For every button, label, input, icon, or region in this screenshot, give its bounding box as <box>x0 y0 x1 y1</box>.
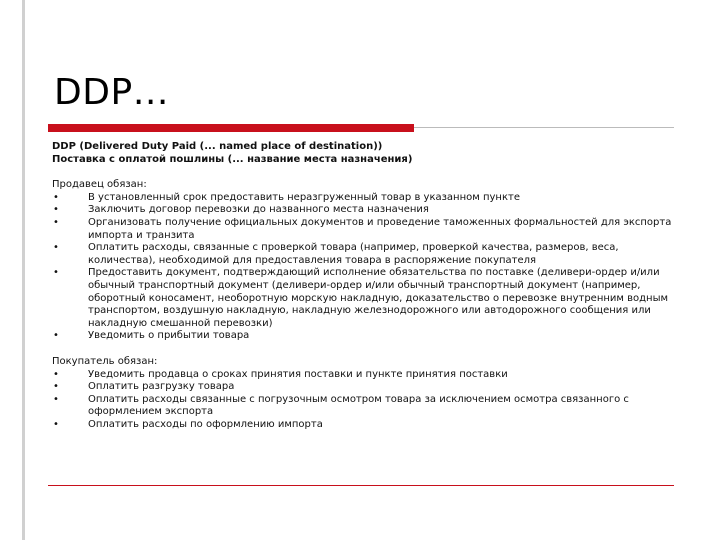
seller-section-label: Продавец обязан: <box>52 179 147 191</box>
list-item: • Оплатить расходы по оформлению импорта <box>53 418 323 430</box>
term-heading-en: DDP (Delivered Duty Paid (... named place of destination)) <box>52 141 383 152</box>
bullet-icon: • <box>53 381 59 393</box>
list-item: • Заключить договор перевозки до названного места назначения <box>53 204 429 216</box>
title-divider-red-bar <box>48 124 414 132</box>
list-item: • В установленный срок предоставить неразгруженный товар в указанном пункте <box>53 191 520 203</box>
bullet-icon: • <box>53 330 59 342</box>
bullet-icon: • <box>53 191 59 203</box>
list-item: • Предоставить документ, подтверждающий исполнение обязательства по поставке (деливери-ордер и/или обычный транспортный документ (деливери-ордер и/или обычный транспортный документ (например, оборотный коносамент, необоротную морскую накладную, доказательство о перевозке внутренним водным транспортом, воздушную накладную, накладную железнодорожного или автодорожного сообщения или накладную смешанной перевозки) <box>53 267 669 329</box>
bullet-icon: • <box>53 242 59 254</box>
slide-left-border <box>22 0 25 540</box>
list-item: • Уведомить о прибытии товара <box>53 330 250 342</box>
bottom-divider <box>48 485 674 486</box>
slide-body <box>52 141 672 431</box>
bullet-icon: • <box>53 393 59 405</box>
bullet-icon: • <box>53 216 59 228</box>
list-item: • Оплатить расходы, связанные с проверкой товара (например, проверкой качества, размеров, веса, количества), необходимой для предоставления товара в распоряжение покупателя <box>53 242 619 266</box>
seller-obligations-list <box>52 192 672 343</box>
list-item: • Уведомить продавца о сроках принятия поставки и пункте принятия поставки <box>53 368 508 380</box>
slide-title: DDP… <box>54 72 170 113</box>
buyer-obligations-list <box>52 369 672 432</box>
bullet-icon: • <box>53 267 59 279</box>
bullet-icon: • <box>53 204 59 216</box>
list-item: • Оплатить расходы связанные с погрузочным осмотром товара за исключением осмотра связанного с оформлением экспорта <box>53 393 629 418</box>
term-heading-ru: Поставка с оплатой пошлины (... название места назначения) <box>52 153 413 165</box>
list-item: • Организовать получение официальных документов и проведение таможенных формальностей для экспорта импорта и транзита <box>53 216 672 241</box>
list-item: • Оплатить разгрузку товара <box>53 381 235 393</box>
bullet-icon: • <box>53 418 59 430</box>
bullet-icon: • <box>53 368 59 380</box>
title-divider <box>48 124 674 132</box>
buyer-section-label: Покупатель обязан: <box>52 355 158 367</box>
